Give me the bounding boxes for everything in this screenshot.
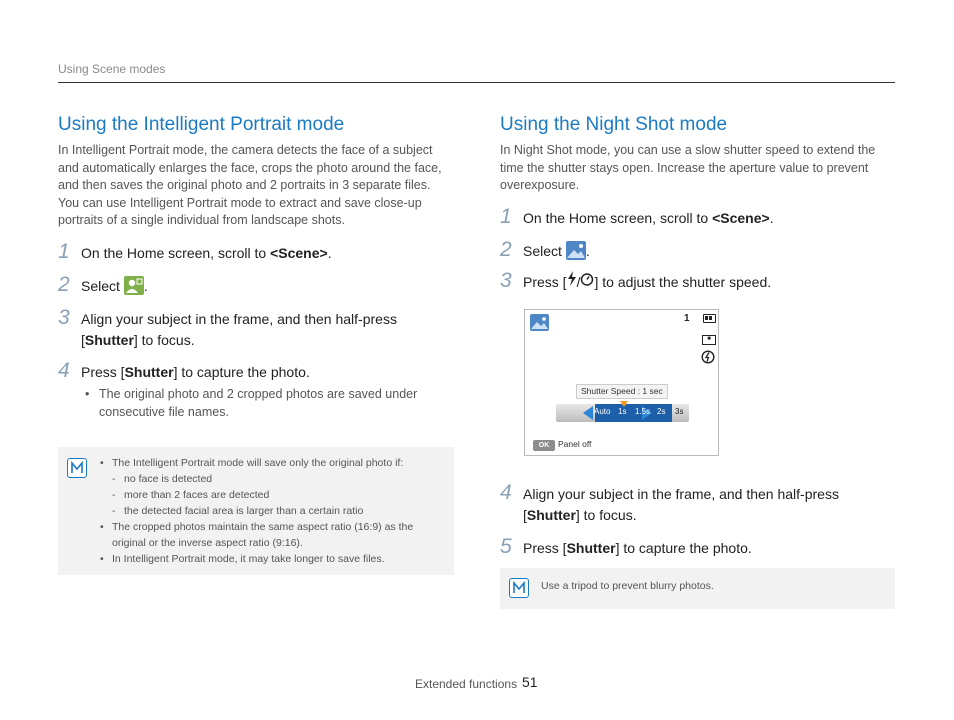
note-item: • In Intelligent Portrait mode, it may take longer to save files. (100, 551, 445, 567)
shutter-speed-scale (556, 404, 689, 422)
step-1: 1 On the Home screen, scroll to <Scene>. (500, 204, 774, 228)
page-number: 51 (522, 674, 538, 690)
scale-label: 1s (618, 407, 627, 416)
step-number: 2 (500, 237, 512, 261)
section-intro: In Intelligent Portrait mode, the camera detects the face of a subject and automatically enlarges the face, crops the photo around the face, and then saves the original photo and 2 portraits in 3 separate files. You can use Intelligent Portrait mode to extract and save close-up portraits of a single individual from landscape shots. (58, 143, 442, 228)
intelligent-portrait-section (58, 114, 454, 421)
camera-screen-illustration (524, 309, 719, 456)
night-mode-icon (530, 314, 549, 331)
left-arrow-icon (583, 406, 593, 420)
flash-icon (567, 271, 577, 292)
shutter-speed-tooltip: Shutter Speed : 1 sec (576, 384, 668, 399)
note-icon (509, 578, 529, 598)
step-4: 4 Align your subject in the frame, and then half-press [Shutter] to focus. (500, 480, 839, 523)
tripod-note-text: Use a tripod to prevent blurry photos. (541, 580, 714, 592)
tripod-note-box (500, 568, 895, 609)
step-number: 2 (58, 272, 70, 296)
step-number: 3 (500, 268, 512, 292)
note-subitem: - more than 2 faces are detected (100, 487, 445, 503)
flash-off-icon (701, 350, 715, 369)
panel-off-label: Panel off (558, 439, 592, 449)
step-3: 3 Align your subject in the frame, and then half-press [Shutter] to focus. (58, 305, 397, 348)
battery-icon (703, 314, 716, 323)
shot-count: 1 (684, 313, 690, 324)
scale-label: 2s (657, 407, 666, 416)
step-number: 3 (58, 305, 70, 329)
scale-label: 3s (675, 407, 684, 416)
intelligent-portrait-icon (124, 276, 144, 295)
note-subitem: - no face is detected (100, 471, 445, 487)
timer-icon (580, 271, 594, 292)
step-number: 1 (58, 239, 70, 263)
note-icon (67, 458, 87, 478)
step-number: 4 (500, 480, 512, 504)
note-item: • The cropped photos maintain the same aspect ratio (16:9) as the original or the inverse aspect ratio (9:16). (100, 519, 445, 551)
section-title: Using the Intelligent Portrait mode (58, 114, 345, 135)
step-number: 4 (58, 358, 70, 382)
ok-button-icon: OK (533, 440, 555, 451)
night-shot-icon (566, 241, 586, 260)
header-rule (58, 82, 895, 83)
note-item: • The Intelligent Portrait mode will save only the original photo if: (100, 455, 445, 471)
step-4: 4 Press [Shutter] to capture the photo. (58, 358, 310, 382)
section-intro: In Night Shot mode, you can use a slow shutter speed to extend the time the shutter stays open. Increase the aperture value to prevent overexposure. (500, 143, 876, 193)
note-list (100, 455, 445, 567)
footer-label: Extended functions (415, 677, 518, 691)
scale-label: 1.5s (635, 407, 651, 416)
note-subitem: - the detected facial area is larger than a certain ratio (100, 503, 445, 519)
section-title: Using the Night Shot mode (500, 114, 728, 135)
step-number: 5 (500, 534, 512, 558)
scale-label: Auto (594, 407, 611, 416)
image-size-icon: ■ (702, 335, 716, 345)
step-2: 2 Select . (500, 237, 590, 261)
step-2: 2 Select . (58, 272, 148, 296)
step-4-bullet: • The original photo and 2 cropped photos are saved under consecutive file names. (58, 385, 454, 421)
step-number: 1 (500, 204, 512, 228)
step-1: 1 On the Home screen, scroll to <Scene>. (58, 239, 332, 263)
running-header: Using Scene modes (58, 62, 166, 76)
step-3: 3 Press [ / ] to adjust the shutter speed. (500, 268, 772, 292)
step-5: 5 Press [Shutter] to capture the photo. (500, 534, 752, 558)
portrait-note-box (58, 447, 454, 575)
